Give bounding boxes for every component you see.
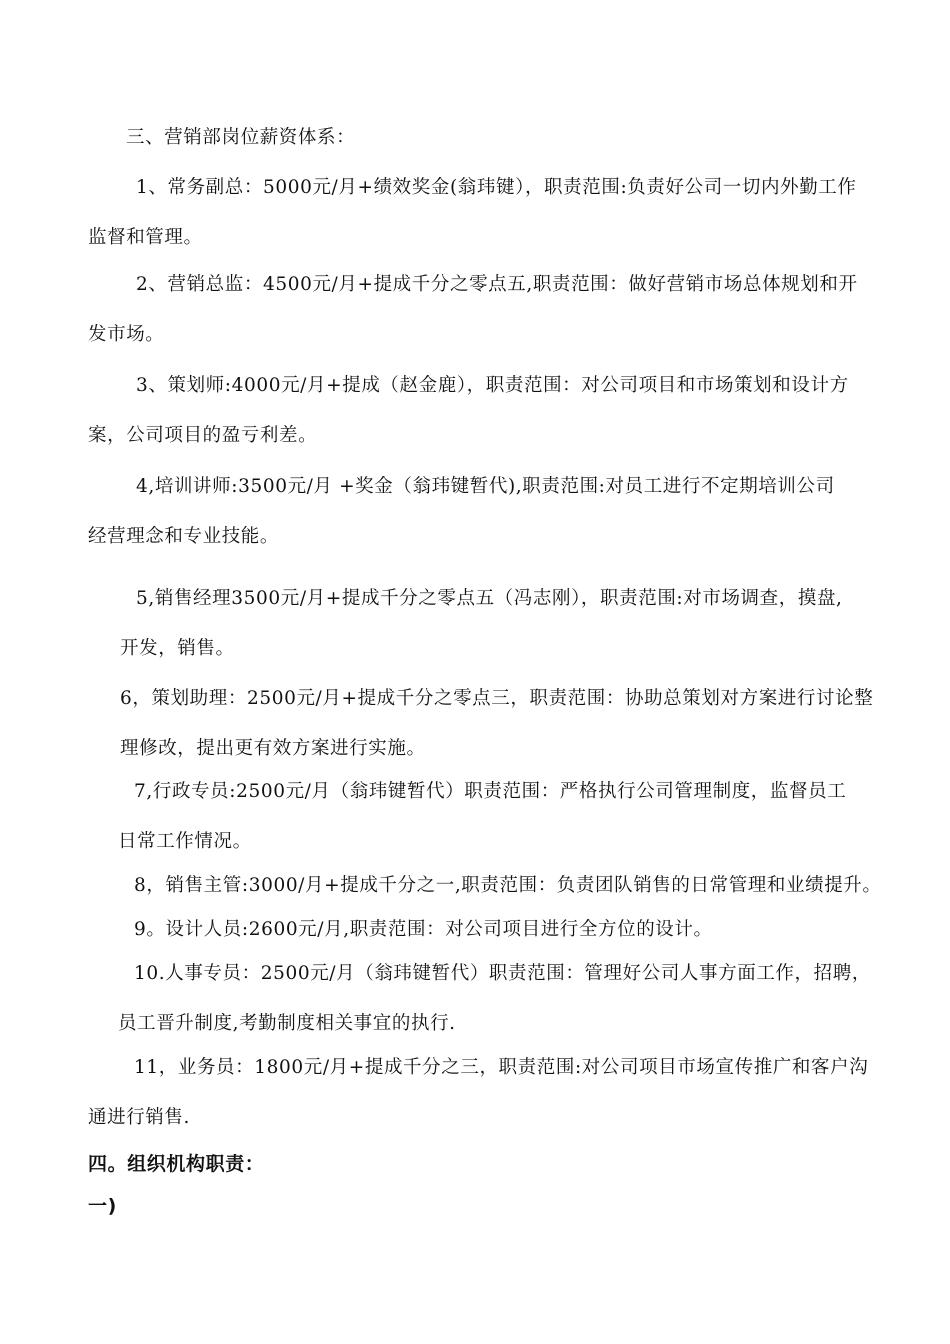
section4-subheading: 一) <box>88 1195 117 1217</box>
item-9-line1: 9。设计人员:2600元/月,职责范围：对公司项目进行全方位的设计。 <box>134 919 713 940</box>
item-2-line2: 发市场。 <box>88 324 165 345</box>
section3-heading: 三、营销部岗位薪资体系： <box>126 127 356 148</box>
item-6-line1: 6，策划助理：2500元/月+提成千分之零点三，职责范围：协助总策划对方案进行讨论整 <box>120 688 874 709</box>
item-6-line2: 理修改，提出更有效方案进行实施。 <box>120 738 426 759</box>
item-11-line1: 11，业务员：1800元/月+提成千分之三，职责范围:对公司项目市场宣传推广和客户沟 <box>134 1057 869 1078</box>
item-5-line1: 5,销售经理3500元/月+提成千分之零点五（冯志刚），职责范围:对市场调查，摸盘, <box>136 588 843 609</box>
item-10-line1: 10.人事专员：2500元/月（翁玮键暂代）职责范围：管理好公司人事方面工作，招聘， <box>134 963 871 984</box>
item-3-line1: 3、策划师:4000元/月+提成（赵金鹿），职责范围：对公司项目和市场策划和设计方 <box>136 375 849 396</box>
item-10-line2: 员工晋升制度,考勤制度相关事宜的执行. <box>118 1013 456 1034</box>
section4-heading: 四。组织机构职责： <box>88 1153 265 1175</box>
item-5-line2: 开发，销售。 <box>120 638 235 659</box>
item-7-line2: 日常工作情况。 <box>118 831 252 852</box>
item-8-line1: 8，销售主管:3000/月+提成千分之一,职责范围：负责团队销售的日常管理和业绩提升。 <box>134 875 882 896</box>
item-1-line2: 监督和管理。 <box>88 227 203 248</box>
item-4-line1: 4,培训讲师:3500元/月 +奖金（翁玮键暂代),职责范围:对员工进行不定期培训公司 <box>136 476 835 497</box>
item-7-line1: 7,行政专员:2500元/月（翁玮键暂代）职责范围：严格执行公司管理制度，监督员工 <box>134 781 847 802</box>
item-3-line2: 案，公司项目的盈亏利差。 <box>88 425 318 446</box>
item-2-line1: 2、营销总监：4500元/月+提成千分之零点五,职责范围：做好营销市场总体规划和开 <box>136 274 858 295</box>
item-4-line2: 经营理念和专业技能。 <box>88 526 280 547</box>
item-11-line2: 通进行销售. <box>88 1107 190 1128</box>
item-1-line1: 1、常务副总：5000元/月+绩效奖金(翁玮键），职责范围:负责好公司一切内外勤工作 <box>136 177 857 198</box>
